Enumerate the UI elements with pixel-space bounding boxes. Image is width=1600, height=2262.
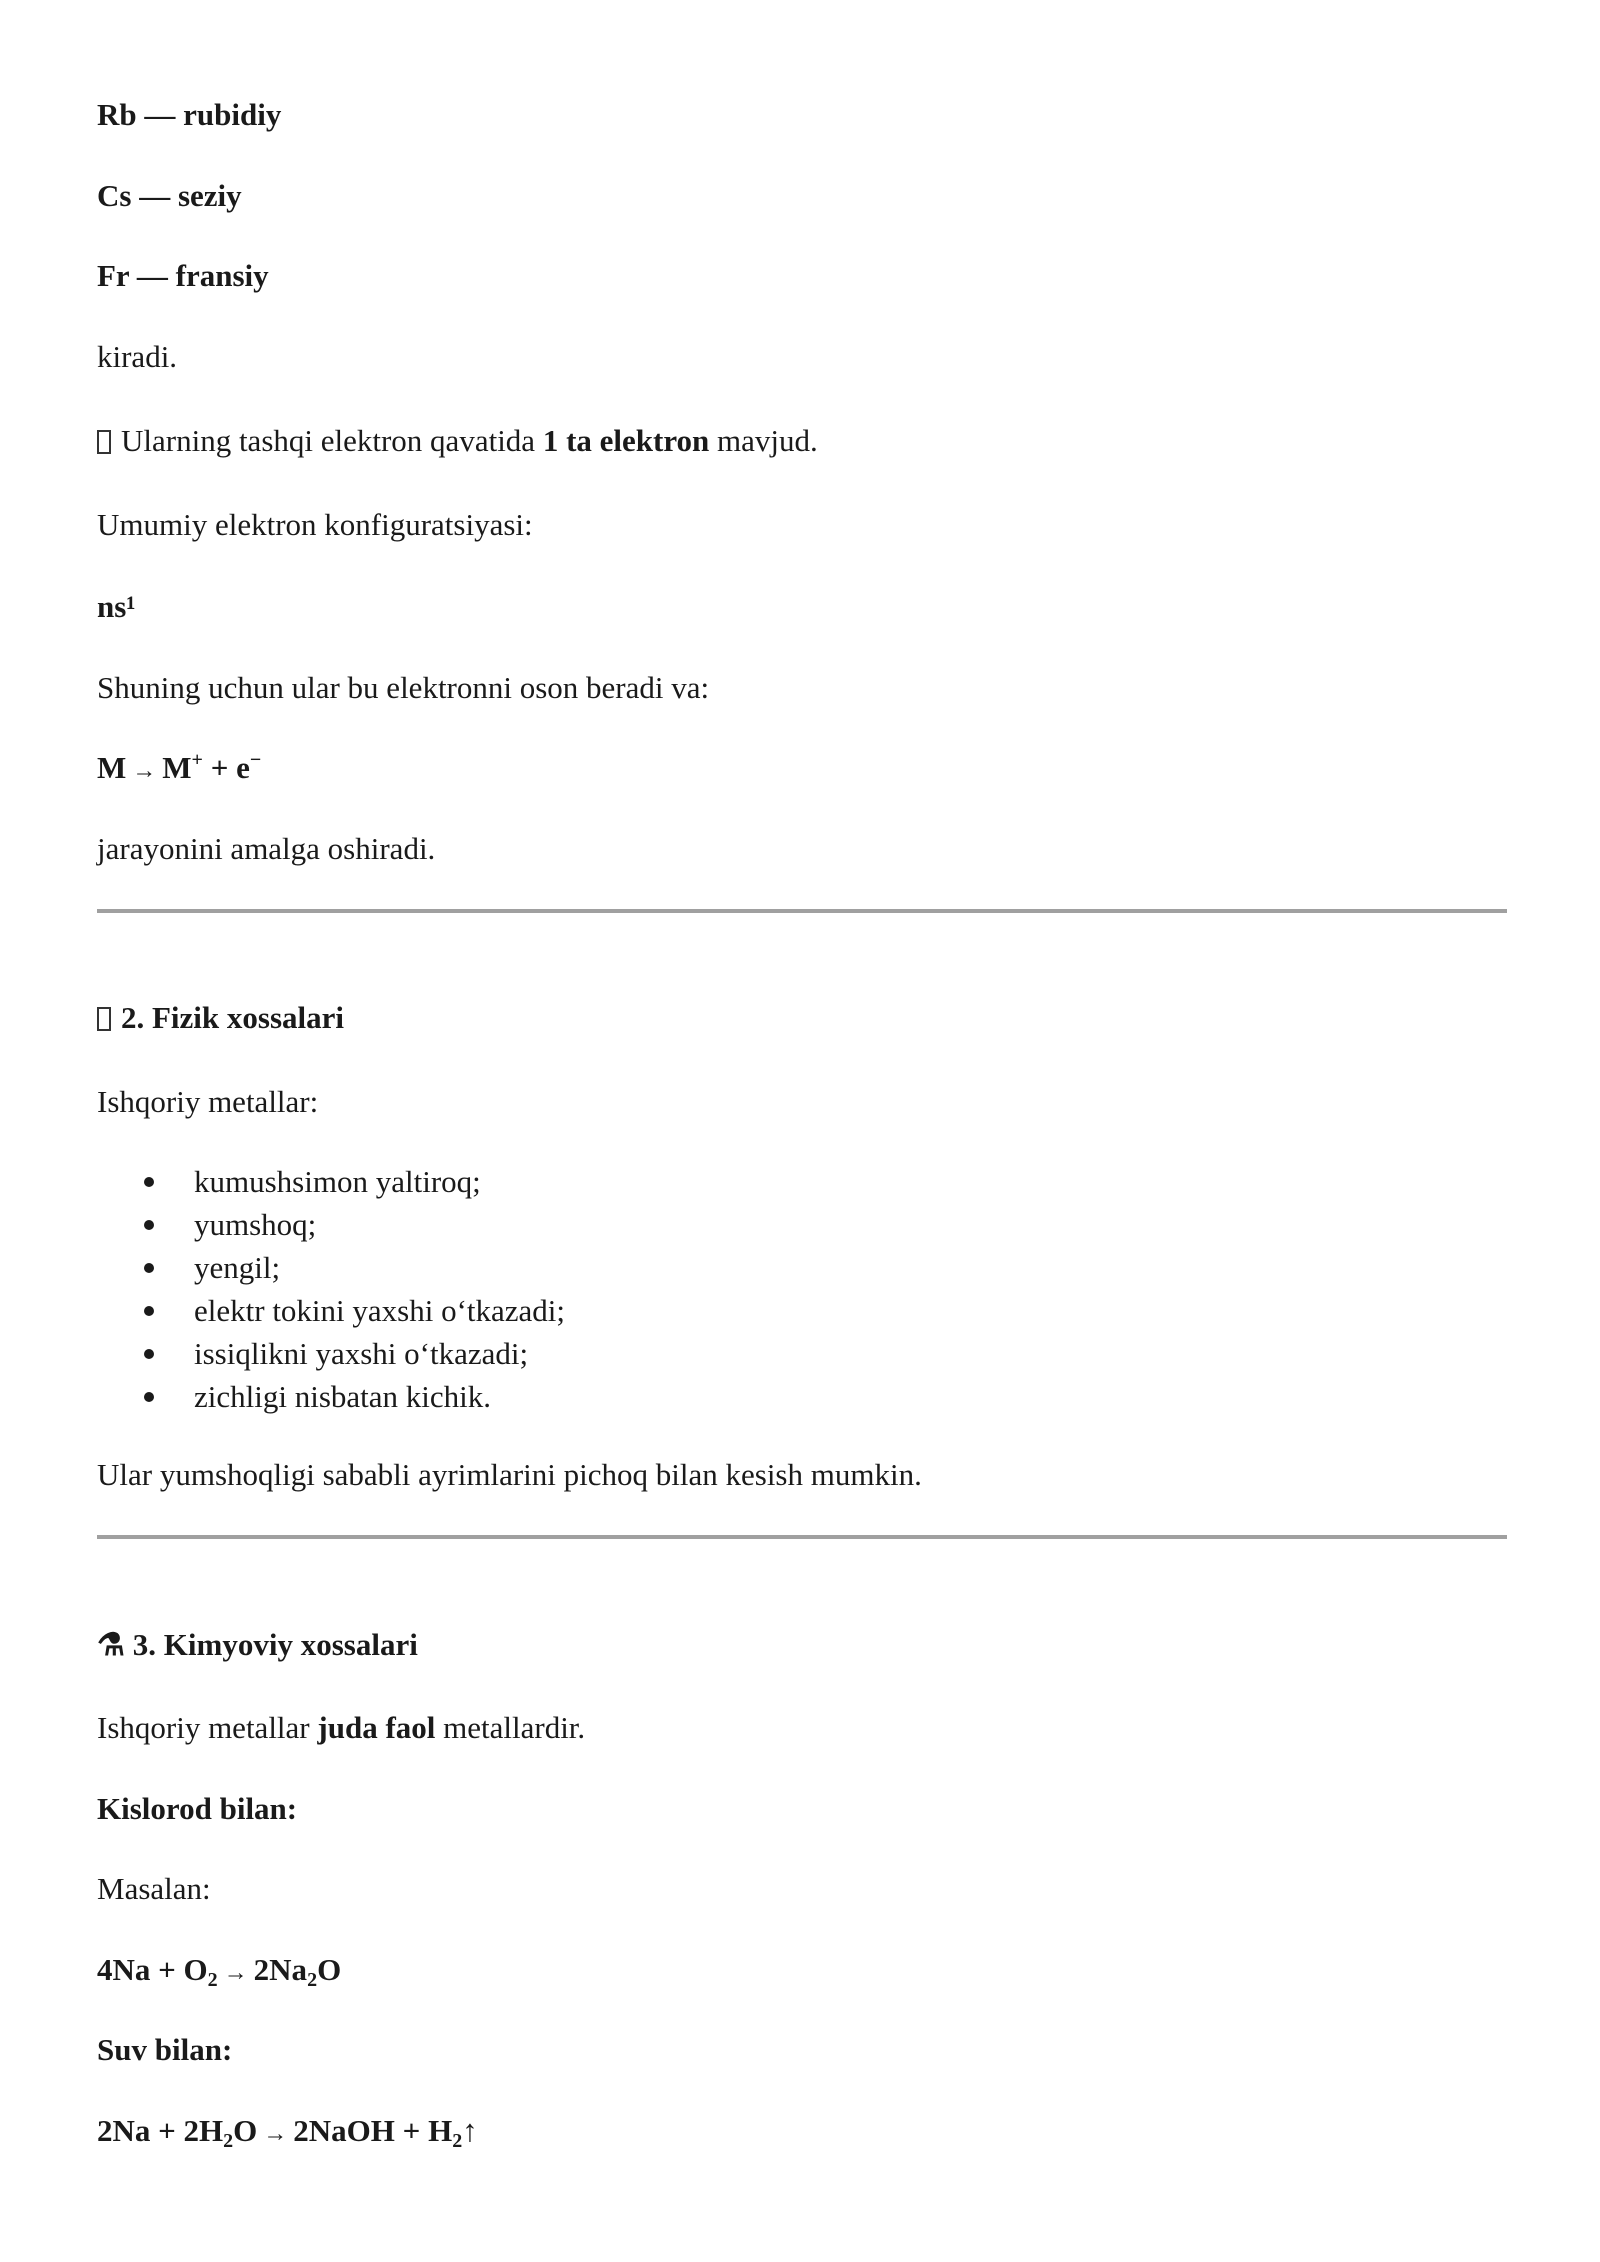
kiradi-text: kiradi.: [97, 339, 178, 374]
element-cs: Cs — seziy: [97, 178, 242, 213]
bullet-icon: [144, 1220, 154, 1230]
missing-glyph-icon: [97, 1007, 111, 1031]
physical-properties-list: [97, 1160, 565, 1418]
eq-lhs: M: [97, 750, 127, 785]
physical-heading-text: 2. Fizik xossalari: [121, 1000, 345, 1035]
water-equation: $2Na + 2H_2O$ → 2NaOH + $H_2↑$: [97, 2113, 478, 2152]
example-label: Masalan:: [97, 1871, 211, 1906]
outer-shell-paragraph: [97, 421, 818, 461]
ionization-outro: jarayonini amalga oshiradi.: [97, 831, 436, 866]
oxygen-equation: $4Na + O_2 \to 2Na_2O$: [97, 1952, 342, 1991]
bullet-icon: [144, 1392, 154, 1402]
eq-arrow: →: [132, 758, 157, 784]
flask-icon: ⚗: [97, 1627, 125, 1662]
list-item: yengil;: [97, 1246, 565, 1289]
chemical-heading: [97, 1625, 418, 1665]
section-divider: [97, 1535, 1507, 1539]
list-item: zichligi nisbatan kichik.: [97, 1375, 565, 1418]
physical-heading: [97, 998, 344, 1038]
element-fr: Fr — fransiy: [97, 258, 269, 293]
oxygen-label: Kislorod bilan:: [97, 1791, 298, 1826]
eq-e-sup: −: [249, 749, 262, 771]
outer-shell-after: mavjud.: [717, 423, 818, 458]
config-formula: ns¹: [97, 589, 136, 624]
chemical-heading-text: 3. Kimyoviy xossalari: [132, 1627, 418, 1662]
list-item: issiqlikni yaxshi o‘tkazadi;: [97, 1332, 565, 1375]
bullet-icon: [144, 1306, 154, 1316]
water-label: Suv bilan:: [97, 2032, 233, 2067]
bullet-icon: [144, 1263, 154, 1273]
list-item: kumushsimon yaltiroq;: [97, 1160, 565, 1203]
section-divider: [97, 909, 1507, 913]
chemical-intro: Ishqoriy metallar juda faol metallardir.: [97, 1710, 586, 1745]
eq-rhs-sup: +: [191, 749, 203, 771]
outer-shell-before: Ularning tashqi elektron qavatida: [121, 423, 536, 458]
eq-plus-e: + e: [210, 750, 250, 785]
bullet-icon: [144, 1177, 154, 1187]
list-item: elektr tokini yaxshi o‘tkazadi;: [97, 1289, 565, 1332]
eq-rhs-base: M: [162, 750, 192, 785]
outer-shell-bold: 1 ta elektron: [542, 423, 710, 458]
config-label: Umumiy elektron konfiguratsiyasi:: [97, 507, 533, 542]
element-rb: Rb — rubidiy: [97, 97, 282, 132]
physical-intro: Ishqoriy metallar:: [97, 1084, 319, 1119]
missing-glyph-icon: [97, 430, 111, 454]
physical-note: Ular yumshoqligi sababli ayrimlarini pichoq bilan kesish mumkin.: [97, 1457, 922, 1492]
ionization-equation: [97, 748, 261, 791]
bullet-icon: [144, 1349, 154, 1359]
ionization-intro: Shuning uchun ular bu elektronni oson beradi va:: [97, 670, 710, 705]
list-item: yumshoq;: [97, 1203, 565, 1246]
